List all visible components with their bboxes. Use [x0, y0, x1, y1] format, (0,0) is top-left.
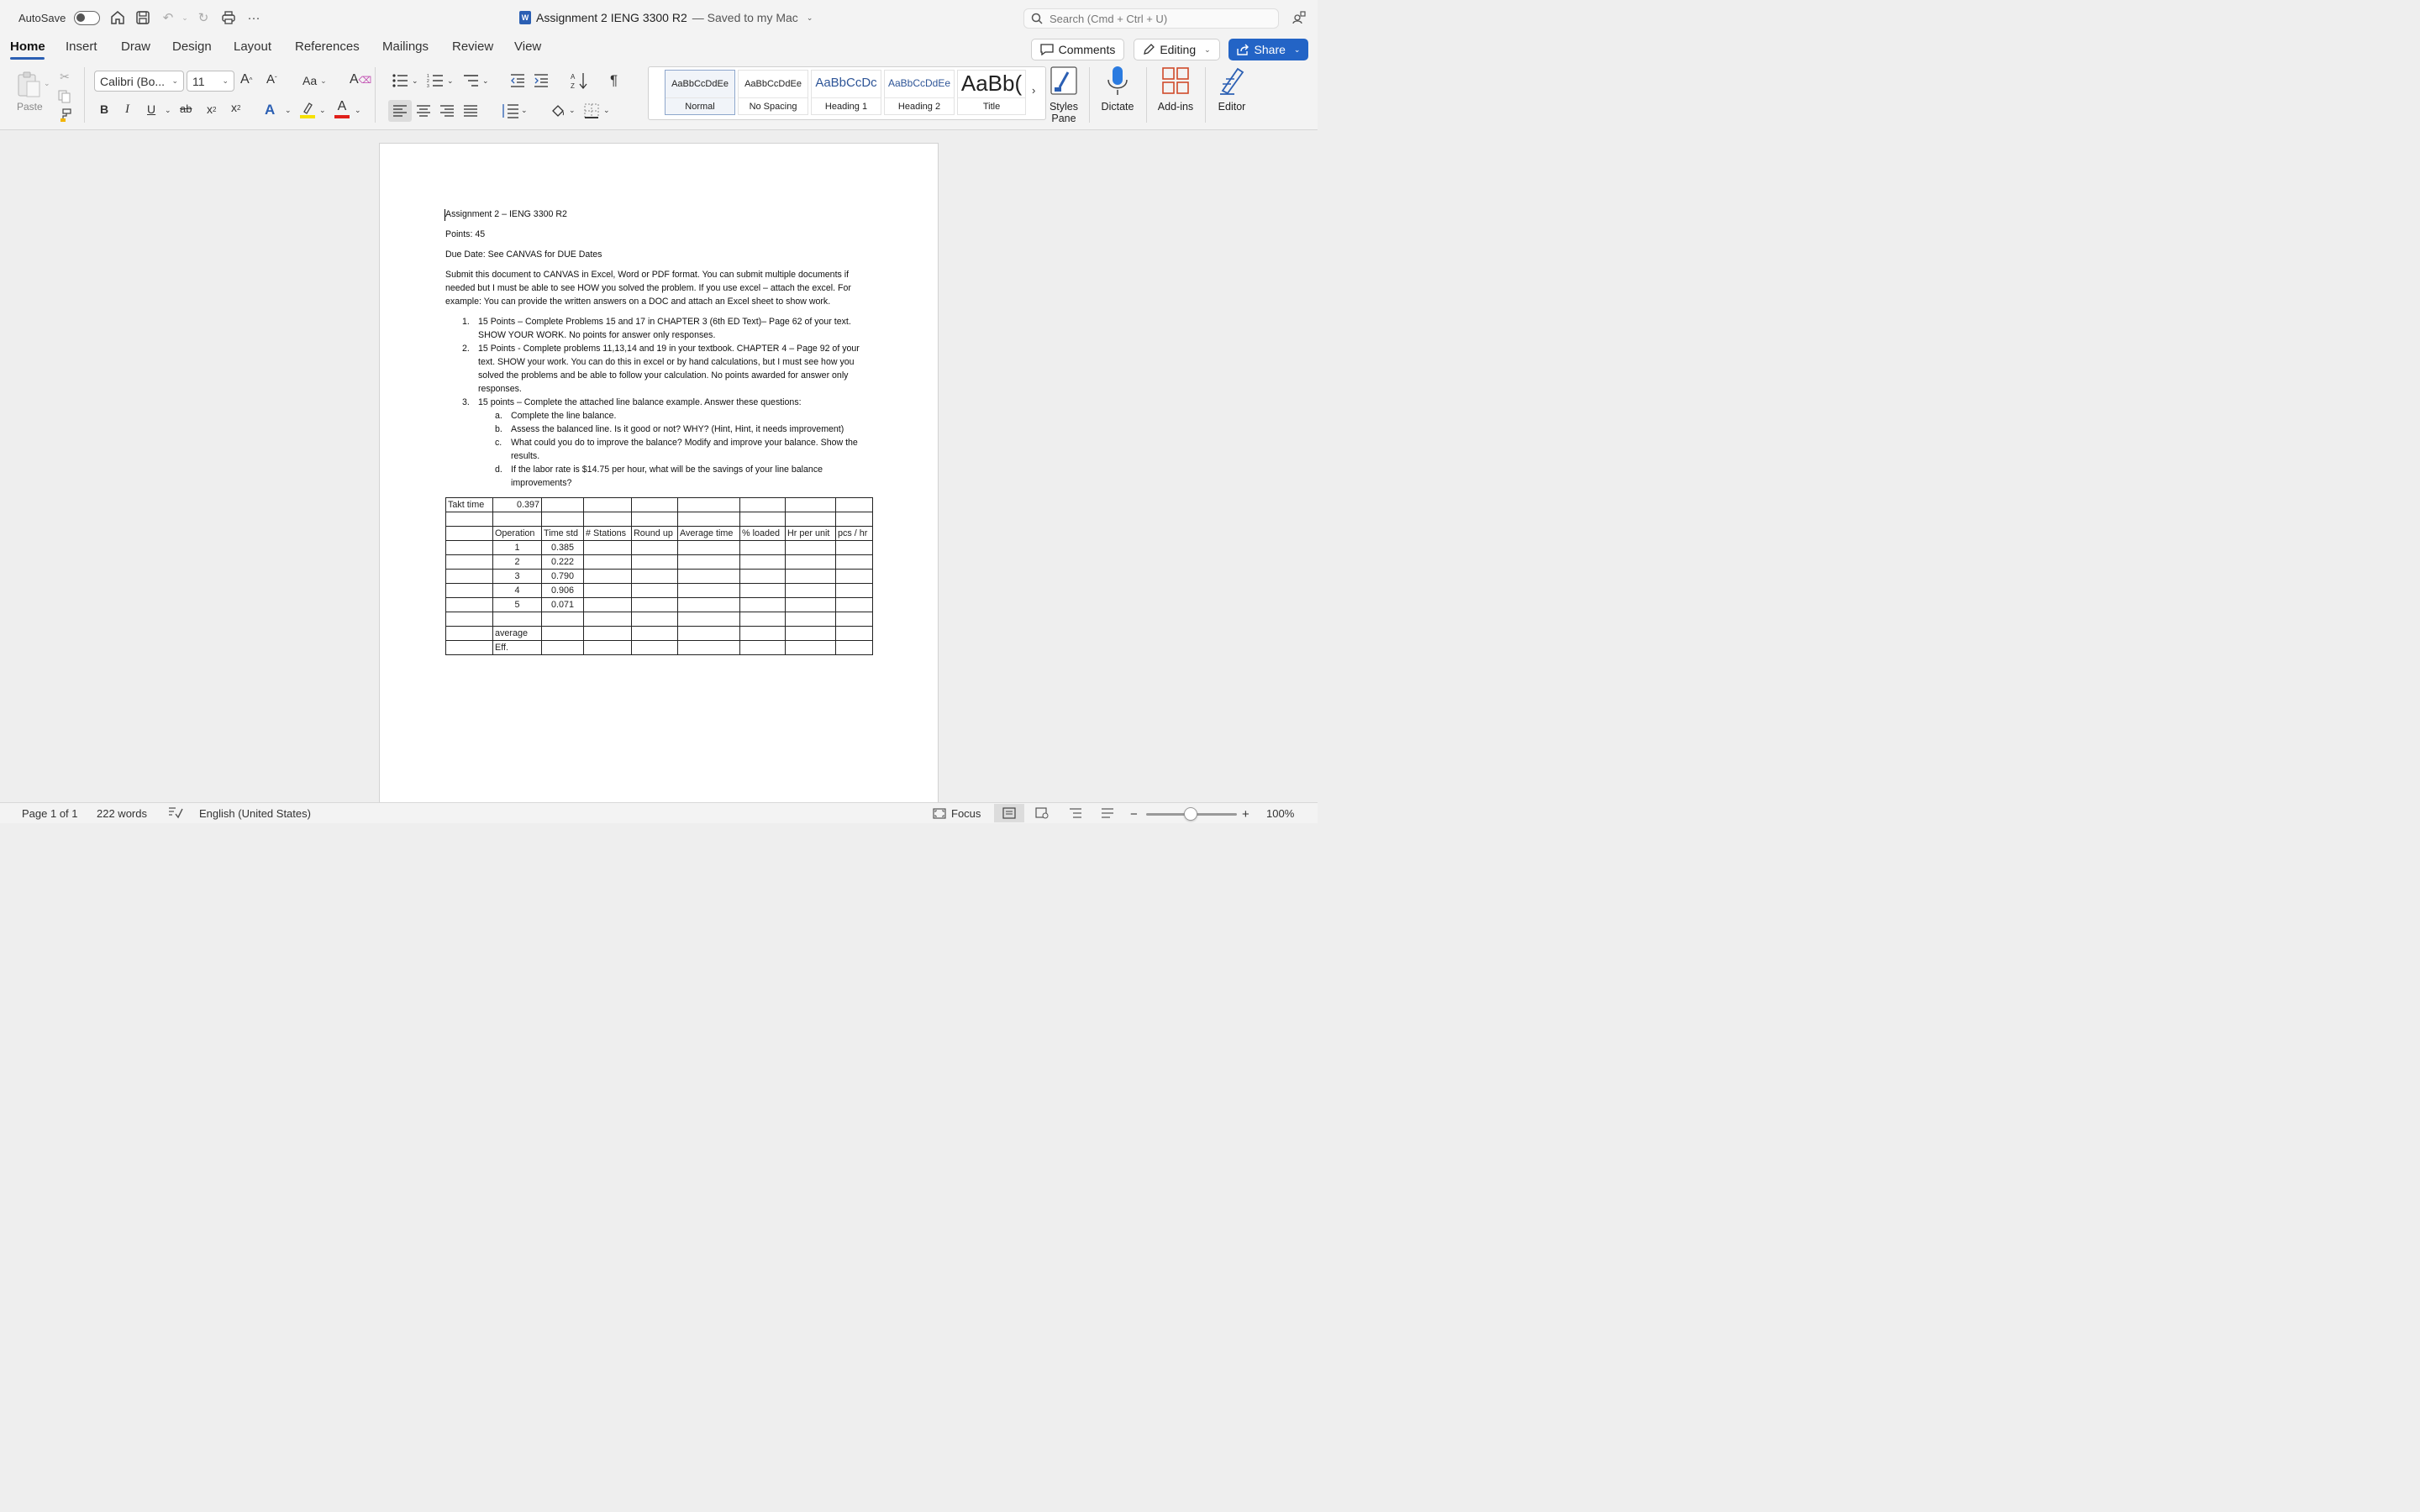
table-cell[interactable] — [632, 512, 678, 527]
table-cell[interactable] — [740, 512, 786, 527]
chevron-down-icon: ⌄ — [171, 76, 178, 85]
header-average-time[interactable]: Average time — [678, 527, 740, 541]
editor-label: Editor — [1218, 101, 1246, 113]
font-color-dropdown-icon[interactable]: ⌄ — [355, 106, 361, 114]
document-title[interactable] — [519, 0, 813, 35]
table-cell[interactable] — [678, 512, 740, 527]
justify-icon[interactable] — [462, 104, 479, 118]
shading-icon[interactable] — [550, 102, 566, 119]
table-row — [446, 641, 873, 655]
line-spacing-dropdown-icon[interactable]: ⌄ — [521, 106, 528, 114]
average-value-cell[interactable] — [542, 627, 584, 641]
web-layout-view-icon[interactable] — [1035, 807, 1049, 819]
table-cell[interactable] — [786, 627, 836, 641]
table-cell[interactable] — [678, 498, 740, 512]
copy-icon[interactable] — [57, 89, 72, 104]
focus-label: Focus — [951, 807, 981, 820]
table-row — [446, 612, 873, 627]
bullets-icon[interactable] — [391, 72, 409, 89]
table-cell[interactable] — [446, 541, 493, 555]
style-sample: AaBbCcDdEe — [887, 77, 951, 89]
style-title[interactable] — [957, 70, 1026, 115]
share-label: Share — [1254, 43, 1286, 56]
font-size-select[interactable] — [187, 71, 234, 92]
comment-icon — [1040, 44, 1054, 55]
home-icon[interactable] — [109, 9, 126, 26]
table-row — [446, 627, 873, 641]
list-text: 15 points – Complete the attached line balance example. Answer these questions: — [478, 397, 802, 407]
increase-indent-icon[interactable] — [533, 72, 550, 89]
table-cell[interactable] — [446, 612, 493, 627]
table-cell[interactable] — [836, 570, 873, 584]
operation-cell[interactable]: 3 — [493, 570, 542, 584]
table-cell[interactable] — [632, 627, 678, 641]
table-cell[interactable] — [632, 584, 678, 598]
table-cell[interactable] — [740, 598, 786, 612]
table-cell[interactable] — [836, 498, 873, 512]
svg-text:Z: Z — [571, 82, 575, 90]
table-cell[interactable] — [678, 641, 740, 655]
document-page[interactable] — [379, 143, 939, 806]
tab-home[interactable]: Home — [10, 39, 45, 54]
style-label: Normal — [666, 97, 734, 112]
editor-icon — [1218, 66, 1246, 96]
addins-icon — [1161, 66, 1190, 96]
table-cell[interactable] — [740, 570, 786, 584]
table-cell[interactable] — [584, 598, 632, 612]
align-center-icon[interactable] — [415, 104, 432, 118]
search-placeholder: Search (Cmd + Ctrl + U) — [1050, 12, 1168, 25]
grow-font-icon[interactable]: A ^ — [240, 72, 253, 87]
time-std-cell[interactable]: 0.071 — [542, 598, 584, 612]
list-letter: d. — [495, 465, 502, 475]
tab-layout[interactable]: Layout — [234, 39, 272, 54]
table-cell[interactable] — [836, 541, 873, 555]
table-cell[interactable] — [740, 555, 786, 570]
search-icon — [1031, 13, 1043, 24]
proofing-icon[interactable] — [168, 807, 183, 819]
table-cell[interactable] — [740, 627, 786, 641]
table-cell[interactable] — [584, 641, 632, 655]
undo-dropdown-icon[interactable]: ⌄ — [182, 13, 188, 22]
table-cell[interactable] — [446, 570, 493, 584]
borders-dropdown-icon[interactable]: ⌄ — [603, 106, 610, 114]
svg-text:A: A — [571, 73, 576, 81]
superscript-icon[interactable]: x 2 — [231, 101, 241, 114]
font-color-icon[interactable]: A — [334, 99, 350, 119]
table-cell[interactable] — [632, 555, 678, 570]
dictate-button[interactable] — [1097, 66, 1138, 113]
table-cell[interactable] — [542, 498, 584, 512]
align-right-icon[interactable] — [439, 104, 455, 118]
style-sample: AaBb( — [960, 71, 1023, 96]
table-cell[interactable] — [740, 541, 786, 555]
table-cell[interactable] — [446, 584, 493, 598]
style-sample: AaBbCcDc — [815, 76, 877, 90]
operation-cell[interactable]: 1 — [493, 541, 542, 555]
table-cell[interactable] — [584, 555, 632, 570]
list-item — [445, 396, 874, 490]
list-text: Complete the line balance. — [511, 411, 617, 421]
svg-text:2: 2 — [427, 79, 429, 84]
table-cell[interactable] — [786, 641, 836, 655]
table-cell[interactable] — [786, 570, 836, 584]
tab-mailings[interactable]: Mailings — [382, 39, 429, 54]
pencil-icon — [1143, 44, 1155, 55]
sub-list-item — [445, 423, 874, 436]
line-spacing-icon[interactable] — [501, 102, 519, 119]
print-layout-view-icon[interactable] — [994, 804, 1024, 822]
highlight-dropdown-icon[interactable]: ⌄ — [319, 106, 326, 114]
table-cell[interactable] — [584, 570, 632, 584]
table-cell[interactable] — [584, 612, 632, 627]
table-cell[interactable] — [678, 570, 740, 584]
header-stations[interactable]: # Stations — [584, 527, 632, 541]
autosave-label: AutoSave — [18, 11, 66, 24]
chevron-down-icon: ⌄ — [1204, 45, 1211, 54]
style-sample: AaBbCcDdEe — [744, 79, 802, 89]
font-name-value: Calibri (Bo... — [100, 74, 166, 88]
tab-view[interactable]: View — [514, 39, 542, 54]
table-row — [446, 512, 873, 527]
list-item — [445, 315, 874, 342]
table-cell[interactable] — [740, 641, 786, 655]
style-label: Title — [958, 97, 1025, 112]
table-cell[interactable] — [786, 541, 836, 555]
table-cell[interactable] — [836, 612, 873, 627]
styles-pane-button[interactable] — [1045, 66, 1082, 124]
table-cell[interactable] — [493, 612, 542, 627]
save-status: — Saved to my Mac — [692, 11, 798, 24]
header-operation[interactable]: Operation — [493, 527, 542, 541]
text-effects-icon[interactable]: A — [265, 102, 276, 118]
table-cell[interactable] — [836, 555, 873, 570]
dictate-label: Dictate — [1101, 101, 1134, 113]
table-cell[interactable] — [493, 512, 542, 527]
active-tab-indicator — [10, 57, 45, 60]
table-cell[interactable] — [632, 598, 678, 612]
bold-icon[interactable]: B — [100, 102, 109, 116]
doc-title-line: Assignment 2 – IENG 3300 R2 — [445, 209, 567, 219]
table-cell[interactable] — [584, 627, 632, 641]
shading-dropdown-icon[interactable]: ⌄ — [569, 106, 576, 114]
numbered-list — [445, 315, 874, 490]
list-text: 15 Points – Complete Problems 15 and 17 in CHAPTER 3 (6th ED Text)– Page 62 of your text. SHOW YOUR WORK. No points for answer only responses. — [478, 317, 851, 340]
font-size-value: 11 — [192, 74, 205, 88]
chevron-down-icon: ⌄ — [320, 76, 327, 85]
table-cell[interactable] — [678, 627, 740, 641]
underline-icon[interactable]: U — [147, 102, 156, 116]
search-input[interactable] — [1023, 8, 1279, 29]
change-case-button[interactable] — [302, 74, 327, 87]
table-row — [446, 541, 873, 555]
operation-cell[interactable]: 4 — [493, 584, 542, 598]
style-no-spacing[interactable] — [738, 70, 808, 115]
table-cell[interactable] — [740, 584, 786, 598]
clipboard-icon[interactable] — [13, 69, 44, 99]
addins-label: Add-ins — [1157, 101, 1194, 113]
chevron-down-icon: ⌄ — [222, 76, 229, 85]
zoom-level[interactable]: 100% — [1266, 807, 1295, 820]
time-std-cell[interactable]: 0.790 — [542, 570, 584, 584]
comments-button[interactable] — [1031, 39, 1124, 60]
tab-references[interactable]: References — [295, 39, 360, 54]
font-name-select[interactable] — [94, 71, 184, 92]
header-hr-per-unit[interactable]: Hr per unit — [786, 527, 836, 541]
header-round-up[interactable]: Round up — [632, 527, 678, 541]
list-number: 2. — [462, 344, 470, 354]
text-effects-dropdown-icon[interactable]: ⌄ — [285, 106, 292, 114]
strikethrough-icon[interactable]: ab — [180, 102, 192, 115]
svg-text:1: 1 — [427, 74, 429, 79]
shrink-font-icon[interactable]: A ˇ — [266, 72, 277, 87]
chevron-down-icon: ⌄ — [1293, 45, 1301, 54]
sub-list-item — [445, 409, 874, 423]
list-number: 3. — [462, 397, 470, 407]
table-cell[interactable] — [632, 570, 678, 584]
share-icon — [1237, 44, 1249, 55]
time-std-cell[interactable]: 0.906 — [542, 584, 584, 598]
eff-label-cell[interactable]: Eff. — [493, 641, 542, 655]
table-header-row — [446, 527, 873, 541]
multilevel-list-icon[interactable] — [461, 72, 480, 89]
operation-cell[interactable]: 2 — [493, 555, 542, 570]
numbering-dropdown-icon[interactable]: ⌄ — [447, 76, 454, 85]
table-row — [446, 570, 873, 584]
list-text: If the labor rate is $14.75 per hour, what will be the savings of your line balance improvements? — [511, 465, 823, 488]
share-person-icon[interactable] — [1291, 9, 1307, 26]
autosave-toggle[interactable] — [74, 11, 100, 25]
table-cell[interactable] — [584, 541, 632, 555]
line-balance-table[interactable] — [445, 497, 873, 655]
chevron-right-icon[interactable]: › — [1032, 84, 1036, 97]
average-label-cell[interactable]: average — [493, 627, 542, 641]
list-letter: c. — [495, 438, 502, 448]
doc-intro: Submit this document to CANVAS in Excel, Word or PDF format. You can submit multiple documents if needed but I must be able to see HOW you solved the problem. If you use excel – attach the excel. For example: You can provide the written answers on a DOC and attach an Excel sheet to show work. — [445, 270, 851, 307]
table-cell[interactable] — [740, 612, 786, 627]
addins-button[interactable] — [1155, 66, 1197, 113]
subscript-icon[interactable]: x 2 — [207, 102, 217, 116]
table-cell[interactable] — [678, 555, 740, 570]
table-cell[interactable] — [446, 527, 493, 541]
change-case-label: Aa — [302, 74, 318, 87]
sub-list-item — [445, 463, 874, 490]
table-cell[interactable] — [584, 498, 632, 512]
takt-value-cell[interactable]: 0.397 — [493, 498, 542, 512]
table-row — [446, 498, 873, 512]
table-cell[interactable] — [786, 584, 836, 598]
print-icon[interactable] — [220, 9, 237, 26]
sort-icon[interactable] — [570, 71, 588, 90]
table-row — [446, 584, 873, 598]
numbering-icon[interactable] — [426, 72, 445, 89]
list-text: What could you do to improve the balance? Modify and improve your balance. Show the results. — [511, 438, 858, 461]
time-std-cell[interactable]: 0.385 — [542, 541, 584, 555]
table-cell[interactable] — [542, 512, 584, 527]
table-cell[interactable] — [678, 598, 740, 612]
status-bar — [0, 802, 1318, 823]
style-label: Heading 1 — [812, 97, 881, 112]
draft-view-icon[interactable] — [1101, 807, 1114, 819]
table-cell[interactable] — [678, 584, 740, 598]
tab-review[interactable]: Review — [452, 39, 494, 54]
editing-mode-button[interactable] — [1134, 39, 1220, 60]
list-letter: b. — [495, 424, 502, 434]
document-body[interactable] — [445, 207, 874, 490]
table-cell[interactable] — [836, 598, 873, 612]
table-cell[interactable] — [786, 498, 836, 512]
table-cell[interactable] — [678, 612, 740, 627]
svg-text:3: 3 — [427, 84, 429, 88]
lettered-list — [478, 409, 874, 490]
styles-pane-label-1: Styles — [1049, 101, 1079, 113]
list-text: 15 Points - Complete problems 11,13,14 and 19 in your textbook. CHAPTER 4 – Page 92 of your text. SHOW your work. You can do this in excel or by hand calculations, but I must see how you solved the problems and be able to follow your calculation. No points awarded for answer only responses. — [478, 344, 860, 394]
list-number: 1. — [462, 317, 470, 327]
table-cell[interactable] — [632, 612, 678, 627]
align-left-icon[interactable] — [388, 100, 412, 122]
comments-label: Comments — [1058, 43, 1116, 56]
style-heading-2[interactable] — [884, 70, 955, 115]
tab-design[interactable]: Design — [172, 39, 212, 54]
ribbon-home — [0, 62, 1318, 130]
table-cell[interactable] — [446, 627, 493, 641]
undo-icon[interactable]: ↶ — [162, 11, 174, 25]
table-cell[interactable] — [446, 598, 493, 612]
table-cell[interactable] — [786, 512, 836, 527]
table-row — [446, 598, 873, 612]
paste-label: Paste — [17, 101, 43, 113]
tab-draw[interactable]: Draw — [121, 39, 151, 54]
list-letter: a. — [495, 411, 502, 421]
style-sample: AaBbCcDdEe — [671, 79, 729, 89]
table-cell[interactable] — [836, 512, 873, 527]
table-cell[interactable] — [786, 612, 836, 627]
table-cell[interactable] — [632, 641, 678, 655]
table-cell[interactable] — [786, 598, 836, 612]
title-bar — [0, 0, 1318, 35]
multilevel-dropdown-icon[interactable]: ⌄ — [482, 76, 489, 85]
decrease-indent-icon[interactable] — [509, 72, 526, 89]
highlight-icon[interactable] — [299, 101, 316, 119]
zoom-out-icon[interactable]: − — [1130, 807, 1138, 822]
word-count[interactable]: 222 words — [97, 807, 147, 820]
header-time-std[interactable]: Time std — [542, 527, 584, 541]
share-button[interactable] — [1228, 39, 1308, 60]
cut-icon[interactable]: ✂ — [60, 69, 70, 83]
borders-icon[interactable] — [583, 102, 600, 119]
table-cell[interactable] — [836, 641, 873, 655]
underline-dropdown-icon[interactable]: ⌄ — [165, 106, 171, 114]
style-normal[interactable] — [665, 70, 735, 115]
zoom-in-icon[interactable]: + — [1242, 807, 1249, 822]
word-app-icon: W — [519, 11, 531, 24]
editing-label: Editing — [1160, 43, 1197, 56]
zoom-slider-thumb[interactable] — [1184, 807, 1197, 821]
focus-icon — [933, 808, 946, 819]
format-painter-icon[interactable] — [57, 108, 72, 123]
list-text: Assess the balanced line. Is it good or not? WHY? (Hint, Hint, it needs improvement) — [511, 424, 844, 434]
table-cell[interactable] — [740, 498, 786, 512]
page-count[interactable]: Page 1 of 1 — [22, 807, 78, 820]
paste-dropdown-icon[interactable]: ⌄ — [44, 79, 50, 87]
styles-pane-icon — [1050, 66, 1078, 96]
table-cell[interactable] — [632, 498, 678, 512]
table-cell[interactable] — [446, 641, 493, 655]
table-row — [446, 555, 873, 570]
table-cell[interactable] — [584, 512, 632, 527]
styles-pane-label-2: Pane — [1051, 113, 1076, 124]
more-icon[interactable]: ··· — [247, 10, 260, 25]
tab-insert[interactable]: Insert — [66, 39, 97, 54]
table-cell[interactable] — [836, 627, 873, 641]
doc-due-date: Due Date: See CANVAS for DUE Dates — [445, 249, 602, 260]
table-cell[interactable] — [678, 541, 740, 555]
italic-icon[interactable]: I — [125, 102, 129, 116]
table-cell[interactable] — [836, 584, 873, 598]
header-percent-loaded[interactable]: % loaded — [740, 527, 786, 541]
outline-view-icon[interactable] — [1069, 807, 1082, 819]
save-icon[interactable] — [134, 9, 151, 26]
sub-list-item — [445, 436, 874, 463]
redo-icon[interactable]: ↻ — [197, 11, 209, 25]
editor-button[interactable] — [1213, 66, 1250, 113]
operation-cell[interactable]: 5 — [493, 598, 542, 612]
table-cell[interactable] — [786, 555, 836, 570]
table-cell[interactable] — [446, 512, 493, 527]
show-formatting-marks-icon[interactable]: ¶ — [610, 72, 618, 88]
clear-formatting-icon[interactable]: A ⌫ — [350, 72, 372, 87]
focus-button[interactable] — [933, 807, 981, 820]
microphone-icon — [1103, 66, 1132, 96]
takt-label-cell[interactable]: Takt time — [446, 498, 493, 512]
style-heading-1[interactable] — [811, 70, 881, 115]
table-cell[interactable] — [446, 555, 493, 570]
table-cell[interactable] — [632, 541, 678, 555]
doc-title-text: Assignment 2 IENG 3300 R2 — [536, 11, 687, 24]
header-pcs-per-hr[interactable]: pcs / hr — [836, 527, 873, 541]
time-std-cell[interactable]: 0.222 — [542, 555, 584, 570]
table-cell[interactable] — [542, 612, 584, 627]
eff-value-cell[interactable] — [542, 641, 584, 655]
bullets-dropdown-icon[interactable]: ⌄ — [412, 76, 418, 85]
language[interactable]: English (United States) — [199, 807, 311, 820]
styles-gallery — [648, 66, 1046, 120]
chevron-down-icon: ⌄ — [806, 13, 813, 22]
style-label: No Spacing — [739, 97, 808, 112]
style-label: Heading 2 — [885, 97, 954, 112]
doc-points: Points: 45 — [445, 229, 486, 239]
list-item — [445, 342, 874, 396]
table-cell[interactable] — [584, 584, 632, 598]
